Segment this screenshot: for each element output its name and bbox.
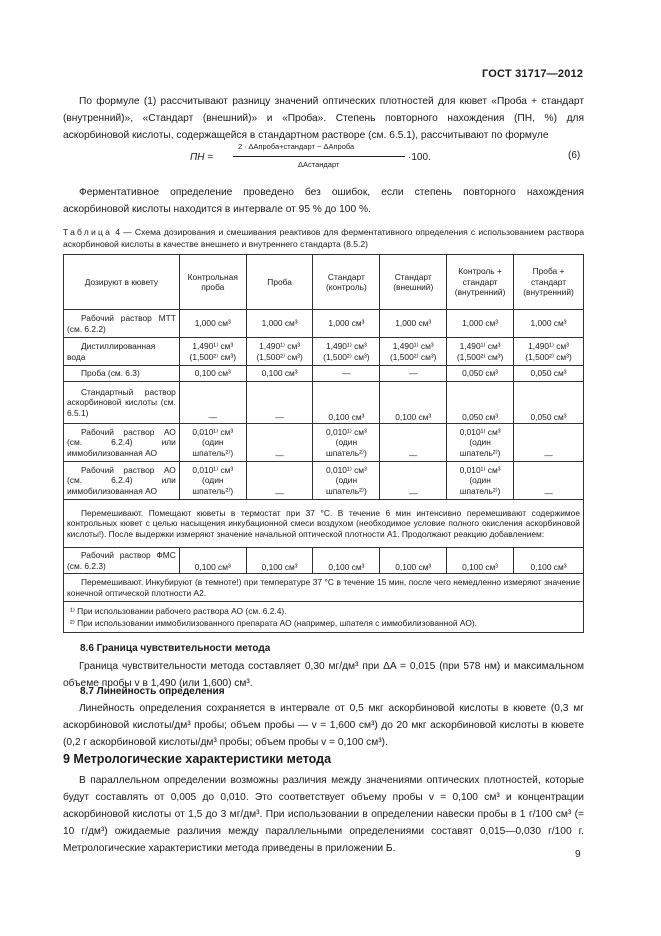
footnote-2: ²⁾ При использовании иммобилизованного препарата АО (например, шпателя с иммобилизованной АО). bbox=[70, 618, 477, 628]
table-cell: — bbox=[514, 424, 584, 462]
row-label: Рабочий раствор ФМС (см. 6.2.3) bbox=[64, 548, 180, 574]
table-cell: 0,050 см³ bbox=[447, 366, 514, 382]
table-cell: — bbox=[246, 382, 313, 424]
row-label: Рабочий раствор АО (см. 6.2.4) или иммобилизованная АО bbox=[64, 424, 180, 462]
page-number: 9 bbox=[575, 849, 581, 860]
dosing-table bbox=[63, 254, 584, 633]
table-footnotes bbox=[64, 602, 584, 633]
formula-intro-paragraph: По формуле (1) рассчитывают разницу значений оптических плотностей для кювет «Проба + стандарт (внутренний)», «Стандарт (внешний)» и «Проба». Степень повторного нахождения (ПН, %) для аскорбиновой кислоты, содержащейся в стандартном растворе (см. 6.5.1), рассчитывают по формуле bbox=[63, 96, 584, 141]
formula-numerator: 2 · ΔAпроба+стандарт − ΔAпроба bbox=[238, 142, 355, 151]
row-label: Проба (см. 6.3) bbox=[64, 366, 180, 382]
table-cell: — bbox=[514, 462, 584, 500]
enzymatic-paragraph: Ферментативное определение проведено без ошибок, если степень повторного нахождения аскорбиновой кислоты находится в интервале от 95 % до 100 %. bbox=[63, 187, 584, 215]
document-header: ГОСТ 31717—2012 bbox=[482, 68, 584, 80]
table-cell: 0,050 см³ bbox=[514, 366, 584, 382]
table-cell: 0,100 см³ bbox=[447, 548, 514, 574]
table-row bbox=[64, 338, 584, 366]
table-cell: 1,490¹⁾ см³ (1,500²⁾ см³) bbox=[380, 338, 447, 366]
table-cell: 1,490¹⁾ см³ (1,500²⁾ см³) bbox=[179, 338, 246, 366]
table-note-row bbox=[64, 574, 584, 602]
table-cell: — bbox=[380, 366, 447, 382]
table-row bbox=[64, 366, 584, 382]
section-9-paragraph: В параллельном определении возможны различия между значениями оптических плотностей, которые будут составлять от 0,005 до 0,010. Это соответствует объему пробы v = 0,100 см³ и концентрации аскорбиновой кислоты от 1,5 до 3 мг/дм³. При использовании в определении навески пробы в 1 г/100 см³ (= 10 г/дм³) ожидаемые различия между параллельными определениями составят 0,015—0,030 г/100 г. Метрологические характеристики метода приведены в приложении Б. bbox=[63, 775, 584, 854]
formula-lhs: ПН = bbox=[190, 152, 214, 163]
table-cell: 0,100 см³ bbox=[179, 548, 246, 574]
table-row bbox=[64, 382, 584, 424]
table-cell: 0,100 см³ bbox=[246, 548, 313, 574]
table-cell: — bbox=[380, 462, 447, 500]
table-cell: 0,010¹⁾ см³ (один шпатель²⁾) bbox=[447, 462, 514, 500]
table-caption-label: Таблица bbox=[63, 227, 113, 237]
table-cell: 1,000 см³ bbox=[313, 310, 380, 338]
table-cell: 0,010¹⁾ см³ (один шпатель²⁾) bbox=[179, 424, 246, 462]
table-footnotes-row bbox=[64, 602, 584, 633]
table-cell: 0,010¹⁾ см³ (один шпатель²⁾) bbox=[313, 462, 380, 500]
table-cell: 1,000 см³ bbox=[246, 310, 313, 338]
section-8-6-title: 8.6 Граница чувствительности метода bbox=[80, 643, 271, 654]
table-cell: 0,100 см³ bbox=[246, 366, 313, 382]
table-note: Перемешивают. Инкубируют (в темноте!) при температуре 37 °С в течение 15 мин, после чего немедленно измеряют значение конечной оптической плотности A2. bbox=[64, 574, 584, 602]
table-cell: — bbox=[246, 462, 313, 500]
table-cell: — bbox=[179, 382, 246, 424]
row-label: Стандартный раствор аскорбиновой кислоты (см. 6.5.1) bbox=[64, 382, 180, 424]
header-cell: Контроль + стандарт (внутренний) bbox=[447, 255, 514, 310]
table-cell: 1,490¹⁾ см³ (1,500²⁾ см³) bbox=[313, 338, 380, 366]
section-8-6-paragraph: Граница чувствительности метода составляет 0,30 мг/дм³ при ΔA = 0,015 (при 578 нм) и максимальном объеме пробы v в 1,490 (или 1,600) см³. bbox=[63, 661, 584, 689]
table-cell: 0,050 см³ bbox=[447, 382, 514, 424]
table-row bbox=[64, 424, 584, 462]
footnote-1: ¹⁾ При использовании рабочего раствора АО (см. 6.2.4). bbox=[70, 606, 287, 616]
table-cell: 1,000 см³ bbox=[447, 310, 514, 338]
fraction-bar bbox=[233, 156, 405, 157]
table-cell: — bbox=[380, 424, 447, 462]
header-cell: Контрольная проба bbox=[179, 255, 246, 310]
table-header-row bbox=[64, 255, 584, 310]
table-cell: 0,100 см³ bbox=[313, 382, 380, 424]
table-cell: 1,490¹⁾ см³ (1,500²⁾ см³) bbox=[447, 338, 514, 366]
header-cell: Дозируют в кювету bbox=[64, 255, 180, 310]
table-cell: 0,010¹⁾ см³ (один шпатель²⁾) bbox=[179, 462, 246, 500]
header-cell: Проба + стандарт (внутренний) bbox=[514, 255, 584, 310]
header-cell: Стандарт (контроль) bbox=[313, 255, 380, 310]
table-cell: 1,000 см³ bbox=[380, 310, 447, 338]
table-cell: 1,000 см³ bbox=[179, 310, 246, 338]
section-9-title: 9 Метрологические характеристики метода bbox=[63, 752, 332, 766]
row-label: Рабочий раствор МТТ (см. 6.2.2) bbox=[64, 310, 180, 338]
table-cell: 1,490¹⁾ см³ (1,500²⁾ см³) bbox=[514, 338, 584, 366]
table-cell: 1,000 см³ bbox=[514, 310, 584, 338]
table-row bbox=[64, 462, 584, 500]
table-cell: 0,010¹⁾ см³ (один шпатель²⁾) bbox=[313, 424, 380, 462]
table-cell: 0,010¹⁾ см³ (один шпатель²⁾) bbox=[447, 424, 514, 462]
table-cell: 0,100 см³ bbox=[514, 548, 584, 574]
table-cell: 0,100 см³ bbox=[179, 366, 246, 382]
table-note-row bbox=[64, 500, 584, 548]
formula-6 bbox=[190, 142, 610, 180]
table-note: Перемешивают. Помещают кюветы в термостат при 37 °С. В течение 6 мин интенсивно перемешивают содержимое контрольных кювет с целью насыщения инкубационной смеси воздухом (необходимое условие полного окисления аскорбиновой кислоты!). После выдержки измеряют значение начальной оптической плотности А1. Продолжают реакцию добавлением: bbox=[64, 500, 584, 548]
table-cell: 1,490¹⁾ см³ (1,500²⁾ см³) bbox=[246, 338, 313, 366]
section-8-7-title: 8.7 Линейность определения bbox=[80, 686, 225, 697]
table-caption-text: 4 — Схема дозирования и смешивания реактивов для ферментативного определения с использованием раствора аскорбиновой кислоты в качестве внешнего и внутреннего стандарта (8.5.2) bbox=[63, 227, 585, 249]
header-cell: Проба bbox=[246, 255, 313, 310]
row-label: Дистиллированная вода bbox=[64, 338, 180, 366]
section-8-7-paragraph: Линейность определения сохраняется в интервале от 0,5 мкг аскорбиновой кислоты в кювете (0,3 мг аскорбиновой кислоты/дм³ пробы; объем пробы — v = 1,600 см³) до 20 мкг аскорбиновой кислоты в кювете (0,2 г аскорбиновой кислоты/дм³ пробы; объем пробы v = 0,100 см³). bbox=[63, 703, 584, 748]
header-cell: Стандарт (внешний) bbox=[380, 255, 447, 310]
table-cell: 0,050 см³ bbox=[514, 382, 584, 424]
row-label: Рабочий раствор АО (см. 6.2.4) или иммобилизованная АО bbox=[64, 462, 180, 500]
formula-tail: ·100. bbox=[408, 152, 431, 163]
table-caption bbox=[63, 227, 584, 250]
table-cell: 0,100 см³ bbox=[380, 548, 447, 574]
table-cell: — bbox=[246, 424, 313, 462]
table-cell: — bbox=[313, 366, 380, 382]
table-row bbox=[64, 310, 584, 338]
formula-denominator: ΔAстандарт bbox=[298, 160, 340, 169]
table-cell: 0,100 см³ bbox=[380, 382, 447, 424]
table-cell: 0,100 см³ bbox=[313, 548, 380, 574]
table-row bbox=[64, 548, 584, 574]
formula-number: (6) bbox=[568, 150, 581, 161]
